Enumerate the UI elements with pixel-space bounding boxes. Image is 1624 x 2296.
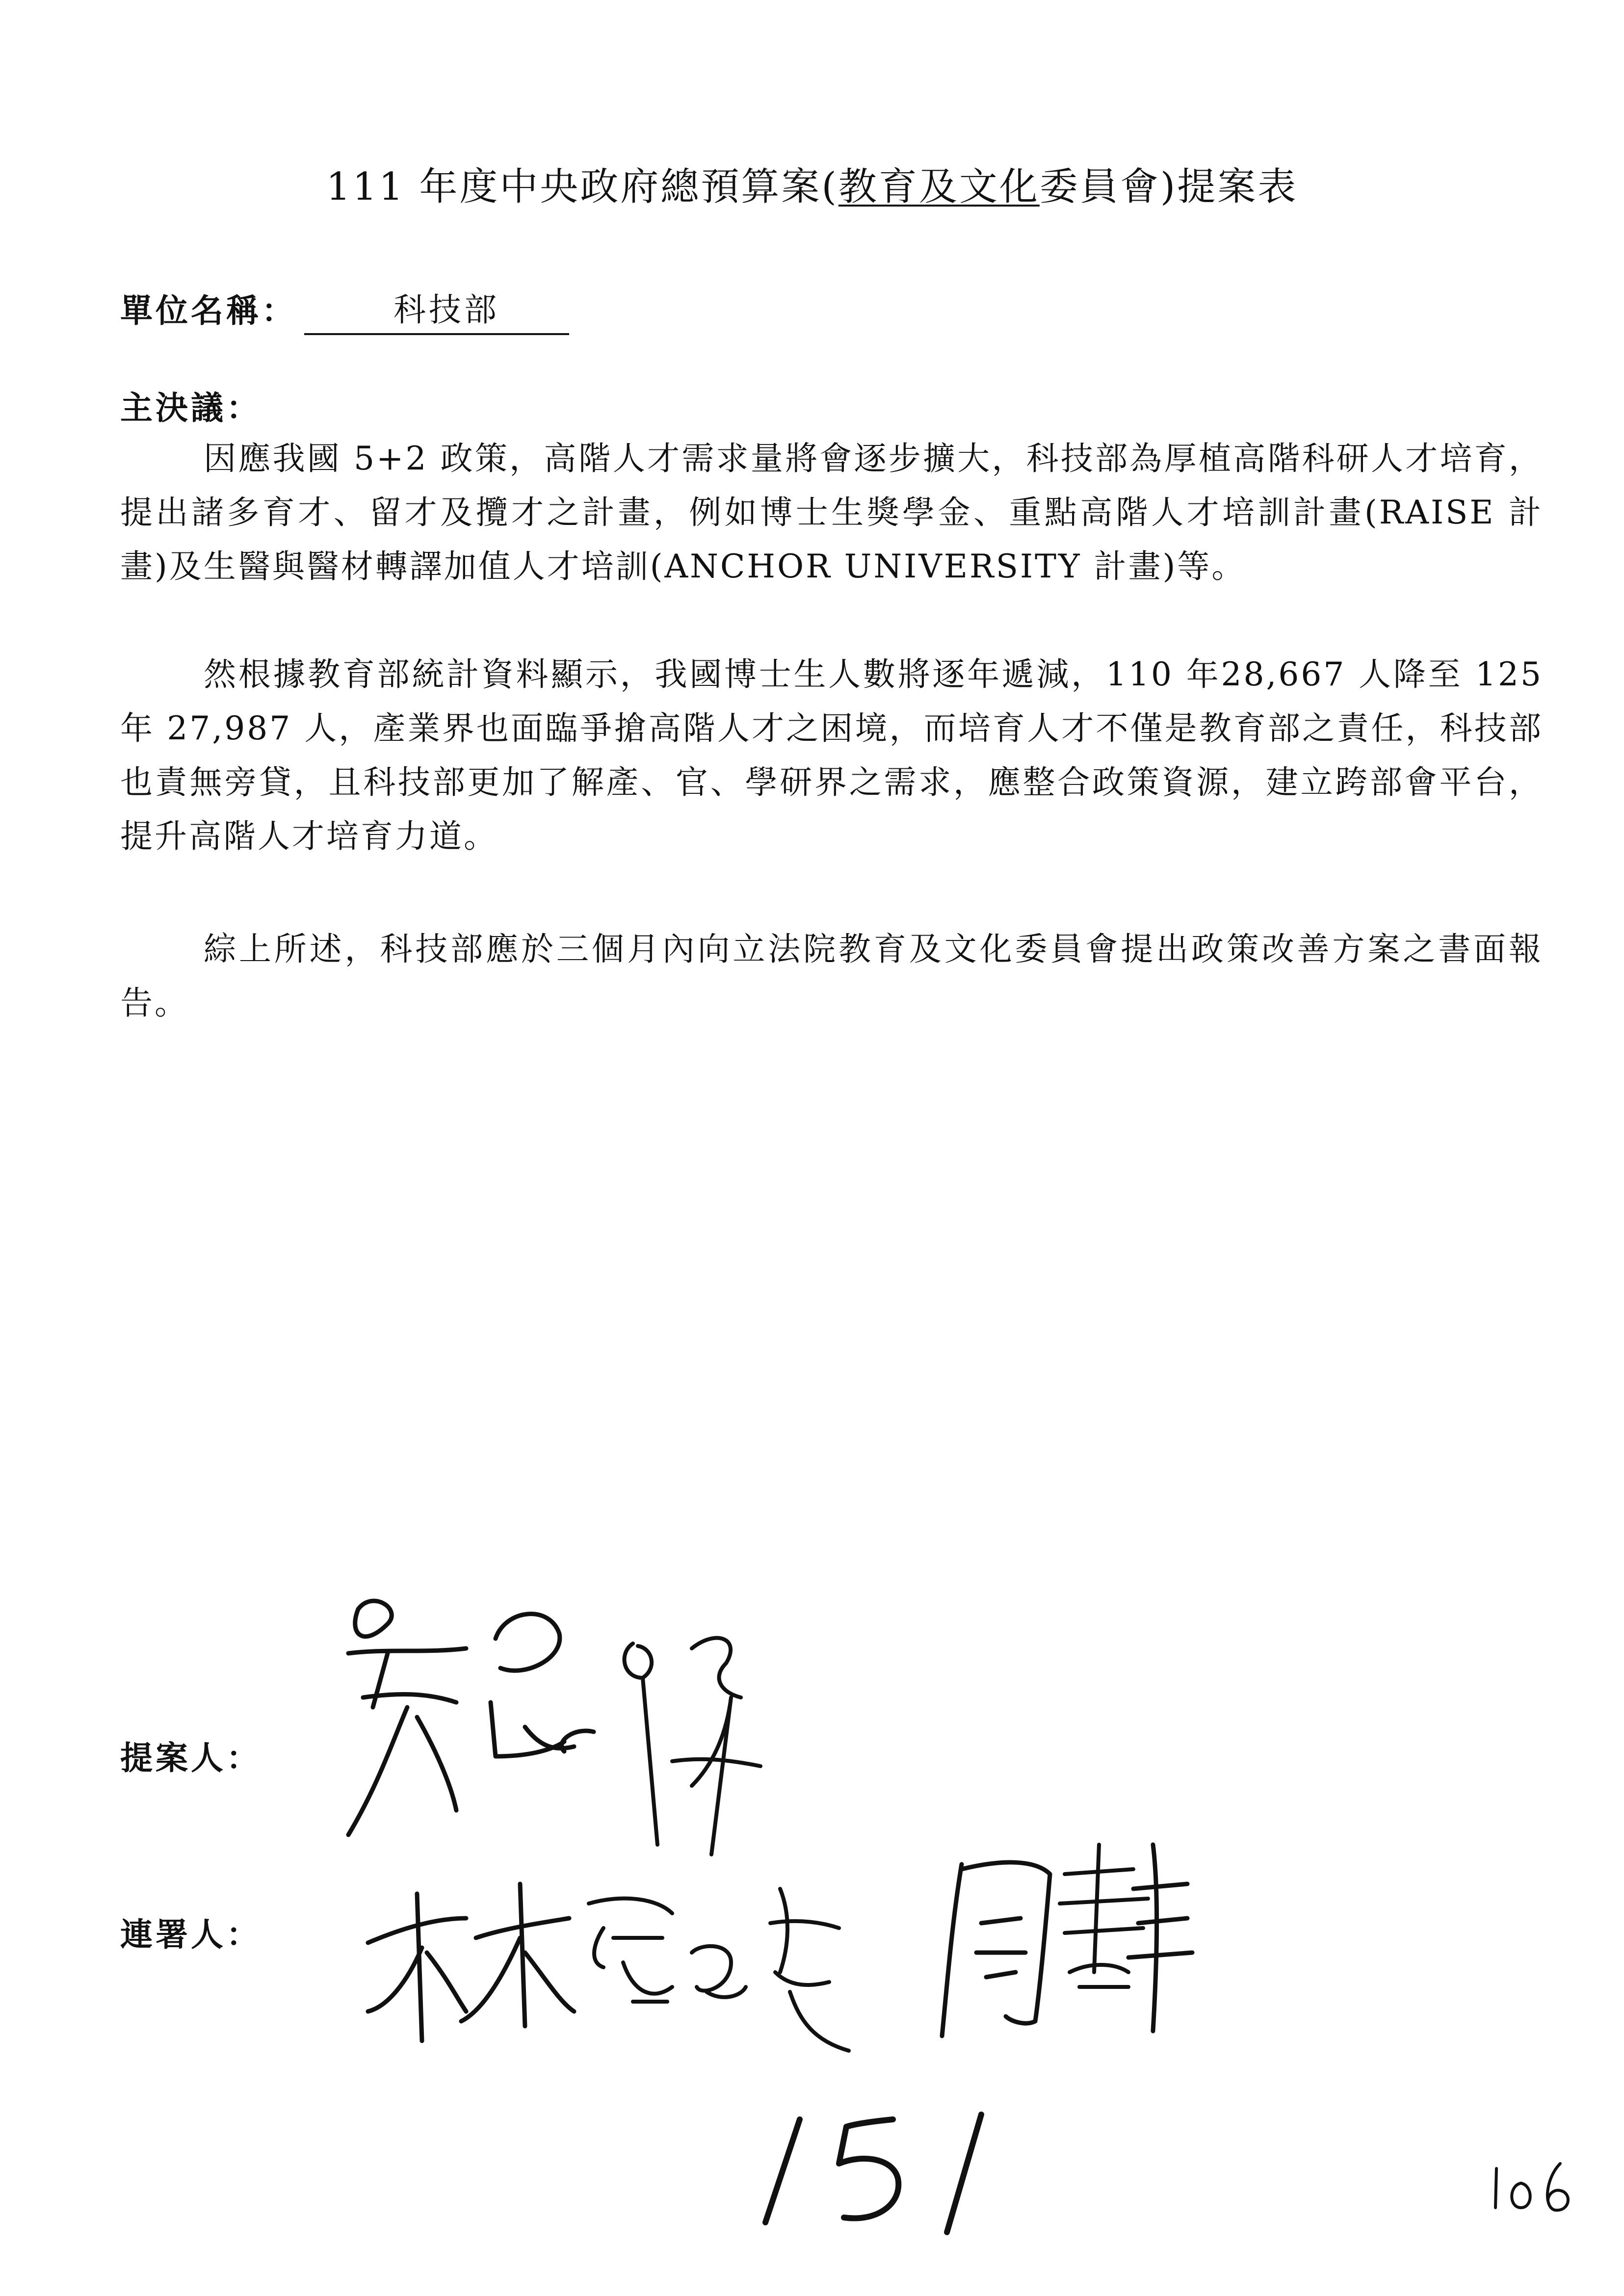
motion-label: 主決議： — [120, 389, 262, 427]
cosigner-signature-1 — [358, 1864, 873, 2070]
cosigner-label: 連署人： — [120, 1916, 262, 1954]
title-committee: 教育及文化 — [838, 165, 1040, 209]
paragraph-1: 因應我國 5+2 政策，高階人才需求量將會逐步擴大，科技部為厚植高階科研人才培育，提出諸多育才、留才及攬才之計畫，例如博士生獎學金、重點高階人才培訓計畫(RAISE 計畫)及生醫與醫材轉譯加值人才培訓(ANCHOR UNIVERSITY 計畫)等。 — [120, 440, 1543, 585]
proposer-signature — [319, 1580, 810, 1884]
unit-value: 科技部 — [304, 284, 569, 335]
title-suffix: 委員會)提案表 — [1039, 165, 1298, 209]
paragraph-3: 綜上所述，科技部應於三個月內向立法院教育及文化委員會提出政策改善方案之書面報告。 — [120, 930, 1543, 1022]
unit-label: 單位名稱： — [120, 292, 297, 330]
proposer-label: 提案人： — [120, 1739, 262, 1777]
handwritten-page-number — [1487, 2159, 1585, 2218]
title-prefix: 111 年度中央政府總預算案( — [326, 165, 838, 209]
cosigner-signature-2 — [922, 1825, 1197, 2051]
handwritten-case-number — [751, 2110, 1025, 2237]
form-title — [0, 156, 1624, 211]
paragraph-2: 然根據教育部統計資料顯示，我國博士生人數將逐年遞減，110 年28,667 人降至 125 年 27,987 人，產業界也面臨爭搶高階人才之困境，而培育人才不僅是教育部之責任，科技部也責無旁貸，且科技部更加了解產、官、學研界之需求，應整合政策資源，建立跨部會平台，提升高階人才培育力道。 — [120, 655, 1543, 855]
